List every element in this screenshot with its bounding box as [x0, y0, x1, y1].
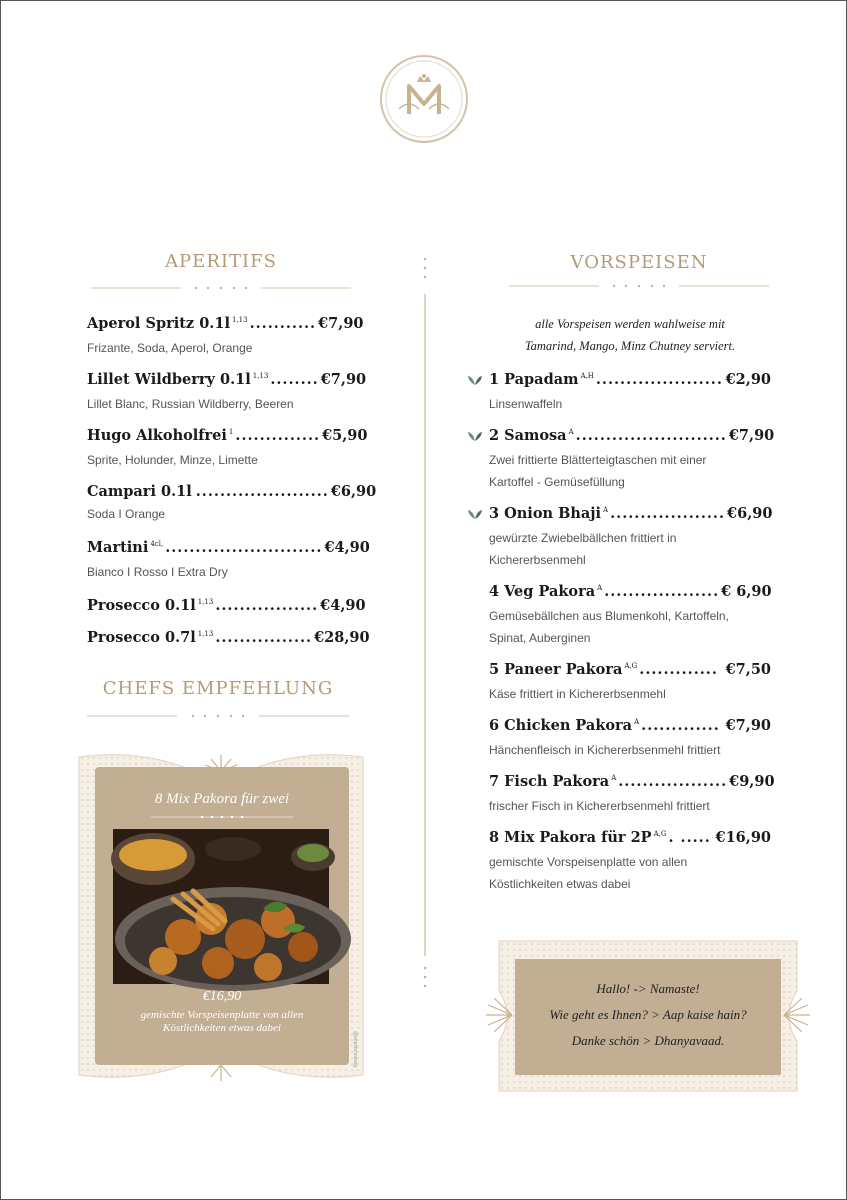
dot-leader: ................ [215, 629, 313, 646]
allergen-codes: 4cl, [150, 540, 164, 548]
dot-leader: ............. [639, 661, 718, 678]
dot-leader: ......................... [575, 427, 727, 444]
item-price: €7,90 [728, 427, 775, 444]
greeting-text [515, 976, 781, 1054]
allergen-codes: A,G [624, 662, 638, 670]
allergen-codes: A,H [580, 372, 594, 380]
item-description: gemischte Vorspeisenplatte von allen Köstlichkeiten etwas dabei [489, 855, 688, 891]
vegetarian-leaf-icon [467, 374, 483, 386]
starter-item [489, 827, 771, 905]
chefs-title: CHEFS EMPFEHLUNG [102, 678, 334, 699]
vorspeisen-title: VORSPEISEN [570, 252, 708, 273]
sunburst-right-icon [782, 995, 812, 1035]
intro-line: Tamarind, Mango, Minz Chutney serviert. [524, 339, 736, 353]
vegetarian-leaf-icon [467, 508, 483, 520]
greeting-line: Wie geht es Ihnen? > Aap kaise hain? [549, 1007, 747, 1022]
aperitif-item [87, 627, 370, 657]
sunburst-left-icon [484, 995, 514, 1035]
item-price: €4,90 [324, 539, 370, 556]
item-name: Prosecco 0.1l [87, 597, 196, 614]
allergen-codes: 1 [228, 428, 234, 436]
item-description: Sprite, Holunder, Minze, Limette [87, 453, 258, 467]
dot-leader: ........... [249, 315, 317, 332]
allergen-codes: 1,13 [231, 316, 248, 324]
item-price: €6,90 [727, 505, 773, 522]
item-price: €28,90 [314, 629, 370, 646]
dot-leader: . ..... [668, 829, 711, 846]
chef-dish-name: 8 Mix Pakora für zwei [154, 791, 290, 807]
item-name: Aperol Spritz 0.1l [87, 315, 230, 332]
item-description: Frizante, Soda, Aperol, Orange [87, 341, 253, 355]
starter-item [489, 581, 771, 659]
item-description: Linsenwaffeln [489, 397, 563, 411]
item-price: €4,90 [320, 597, 366, 614]
chef-dish-description: gemischte Vorspeisenplatte von allen Köstlichkeiten etwas dabei [140, 1009, 304, 1034]
dot-leader: ................. [215, 597, 319, 614]
item-name: Lillet Wildberry 0.1l [87, 371, 251, 388]
photo-credit: @pepstonnoiwg [352, 1031, 358, 1067]
item-name: 8 Mix Pakora für 2P [489, 829, 652, 846]
item-price: €16,90 [715, 829, 771, 846]
item-description: Gemüsebällchen aus Blumenkohl, Kartoffeln, Spinat, Auberginen [489, 609, 729, 645]
greeting-line: Danke schön > Dhanyavaad. [571, 1033, 725, 1048]
allergen-codes: A [634, 718, 640, 726]
item-description: Lillet Blanc, Russian Wildberry, Beeren [87, 397, 294, 411]
item-price: €5,90 [322, 427, 368, 444]
aperitif-item [87, 595, 366, 627]
chef-dish-price: €16,90 [202, 989, 242, 1004]
intro-line: alle Vorspeisen werden wahlweise mit [535, 317, 725, 331]
dot-leader: ...................... [195, 483, 329, 500]
item-price: €6,90 [330, 483, 377, 500]
starter-item [489, 771, 775, 827]
title-ornament [91, 283, 351, 293]
aperitif-item [87, 481, 377, 537]
item-name: 3 Onion Bhaji [489, 505, 602, 522]
item-name: Hugo Alkoholfrei [87, 427, 227, 444]
starter-item [489, 715, 771, 771]
item-description: Käse frittiert in Kichererbsenmehl [489, 687, 666, 701]
title-ornament [87, 711, 349, 721]
item-name: 7 Fisch Pakora [489, 773, 610, 790]
item-price: €2,90 [725, 371, 771, 388]
vegetarian-leaf-icon [467, 430, 483, 442]
monogram-logo-icon [379, 54, 469, 144]
item-name: 2 Samosa [489, 427, 567, 444]
aperitif-item [87, 425, 368, 481]
item-description: Hänchenfleisch in Kichererbsenmehl frittiert [489, 743, 721, 757]
vorspeisen-list [489, 313, 775, 905]
item-name: 6 Chicken Pakora [489, 717, 633, 734]
dot-leader: ................... [610, 505, 726, 522]
starter-item [489, 659, 771, 715]
item-description: Zwei frittierte Blätterteigtaschen mit einer Kartoffel - Gemüsefüllung [489, 453, 707, 489]
dot-leader: ................... [604, 583, 720, 600]
allergen-codes: A [603, 506, 609, 514]
allergen-codes: 1,13 [197, 630, 214, 638]
item-description: Bianco I Rosso I Extra Dry [87, 565, 228, 579]
item-description: Soda I Orange [87, 507, 166, 521]
starter-item [489, 369, 771, 425]
item-description: frischer Fisch in Kichererbsenmehl frittiert [489, 799, 710, 813]
item-price: €7,90 [725, 717, 771, 734]
item-name: 4 Veg Pakora [489, 583, 596, 600]
title-ornament [509, 281, 769, 291]
item-description: gewürzte Zwiebelbällchen frittiert in Kichererbsenmehl [489, 531, 677, 567]
dot-leader: .......................... [165, 539, 323, 556]
aperitifs-title: APERITIFS [165, 251, 277, 272]
allergen-codes: A,G [653, 830, 667, 838]
aperitif-item [87, 369, 367, 425]
item-price: €7,90 [320, 371, 367, 388]
pakora-platter-photo [113, 829, 329, 984]
dot-leader: ........ [270, 371, 319, 388]
aperitif-item [87, 313, 364, 369]
item-name: Martini [87, 539, 149, 556]
allergen-codes: 1,13 [252, 372, 269, 380]
item-name: 5 Paneer Pakora [489, 661, 623, 678]
aperitif-item [87, 537, 370, 593]
item-name: Prosecco 0.7l [87, 629, 196, 646]
item-price: €7,50 [725, 661, 771, 678]
dot-leader: .............. [235, 427, 321, 444]
allergen-codes: 1,13 [197, 598, 214, 606]
item-name: 1 Papadam [489, 371, 579, 388]
aperitifs-list [87, 313, 377, 657]
vorspeisen-intro [489, 313, 771, 369]
allergen-codes: A [597, 584, 603, 592]
allergen-codes: A [611, 774, 617, 782]
column-divider [423, 256, 427, 991]
starter-item [489, 503, 771, 581]
dish-ornament [151, 814, 293, 820]
dot-leader: ............. [641, 717, 720, 734]
greeting-line: Hallo! -> Namaste! [596, 981, 700, 996]
item-price: € 6,90 [721, 583, 772, 600]
item-name: Campari 0.1l [87, 483, 192, 500]
dot-leader: .................. [618, 773, 728, 790]
item-price: €7,90 [318, 315, 364, 332]
item-price: €9,90 [729, 773, 775, 790]
dot-leader: ..................... [595, 371, 723, 388]
allergen-codes: A [568, 428, 574, 436]
starter-item [489, 425, 775, 503]
